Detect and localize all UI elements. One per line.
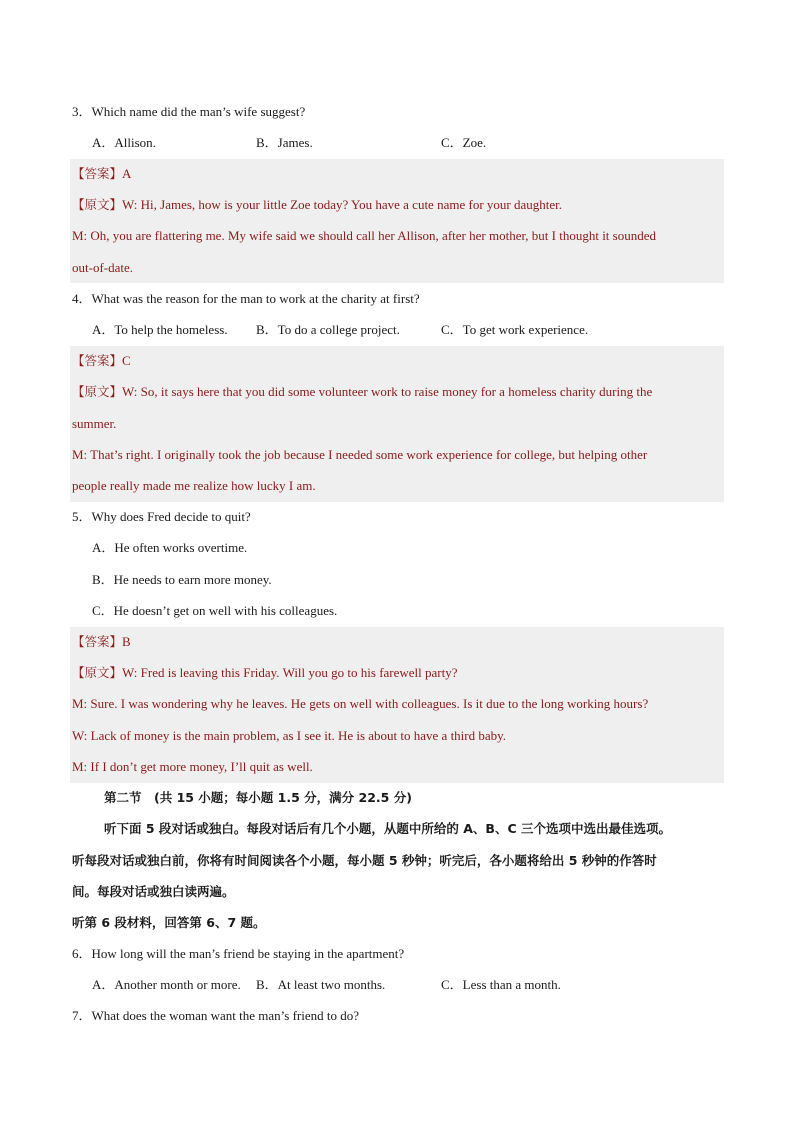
question-6-option-c: C．Less than a month.: [441, 977, 561, 992]
question-3-option-c: C．Zoe.: [441, 135, 487, 150]
transcript-5-line-4: M: If I don’t get more money, I’ll quit as well.: [72, 759, 313, 774]
transcript-3-line-3: out-of-date.: [72, 260, 134, 275]
answer-block-3: [70, 159, 724, 283]
question-3-option-a: A．Allison.: [92, 135, 156, 150]
transcript-4-line-3: M: That’s right. I originally took the job because I needed some work experience for college, but helping other: [72, 447, 648, 462]
transcript-3-line-2: M: Oh, you are flattering me. My wife said we should call her Allison, after her mother, but I thought it sounded: [72, 228, 656, 243]
transcript-4-line-4: people really made me realize how lucky I am.: [72, 478, 316, 493]
question-4-option-a: A．To help the homeless.: [92, 322, 228, 337]
transcript-5-line-2: M: Sure. I was wondering why he leaves. He gets on well with colleagues. Is it due to the long working hours?: [72, 696, 649, 711]
question-4-option-c: C．To get work experience.: [441, 322, 589, 337]
question-6-option-a: A．Another month or more.: [92, 977, 241, 992]
section-instructions-line-1: 听下面 5 段对话或独白。每段对话后有几个小题，从题中所给的 A、B、C 三个选项中选出最佳选项。: [104, 821, 671, 836]
material-heading: 听第 6 段材料，回答第 6、7 题。: [72, 915, 266, 930]
transcript-5-line-3: W: Lack of money is the main problem, as I see it. He is about to have a third baby.: [72, 728, 507, 743]
question-5-option-c: C．He doesn’t get on well with his colleagues.: [92, 603, 338, 618]
section-instructions-line-3: 间。每段对话或独白读两遍。: [72, 884, 235, 899]
transcript-5-line-1: 【原文】W: Fred is leaving this Friday. Will you go to his farewell party?: [72, 665, 458, 680]
question-6-stem: 6．How long will the man’s friend be staying in the apartment?: [72, 946, 405, 961]
transcript-4-line-1: 【原文】W: So, it says here that you did some volunteer work to raise money for a homeless charity during the: [72, 384, 653, 399]
question-7-stem: 7．What does the woman want the man’s friend to do?: [72, 1008, 360, 1023]
answer-3: 【答案】A: [72, 166, 132, 181]
transcript-4-line-2: summer.: [72, 416, 117, 431]
question-6-option-b: B．At least two months.: [256, 977, 386, 992]
question-3-option-b: B．James.: [256, 135, 313, 150]
question-5-stem: 5．Why does Fred decide to quit?: [72, 509, 251, 524]
answer-5: 【答案】B: [72, 634, 131, 649]
section-instructions-line-2: 听每段对话或独白前，你将有时间阅读各个小题，每小题 5 秒钟；听完后，各小题将给出 5 秒钟的作答时: [72, 853, 657, 868]
question-3-stem: 3．Which name did the man’s wife suggest?: [72, 104, 306, 119]
answer-4: 【答案】C: [72, 353, 131, 368]
question-4-stem: 4．What was the reason for the man to work at the charity at first?: [72, 291, 420, 306]
question-5-option-b: B．He needs to earn more money.: [92, 572, 272, 587]
section-title: 第二节 (共 15 小题；每小题 1.5 分，满分 22.5 分): [104, 790, 412, 805]
transcript-3-line-1: 【原文】W: Hi, James, how is your little Zoe today? You have a cute name for your daughter.: [72, 197, 562, 212]
question-4-option-b: B．To do a college project.: [256, 322, 400, 337]
question-5-option-a: A．He often works overtime.: [92, 540, 248, 555]
